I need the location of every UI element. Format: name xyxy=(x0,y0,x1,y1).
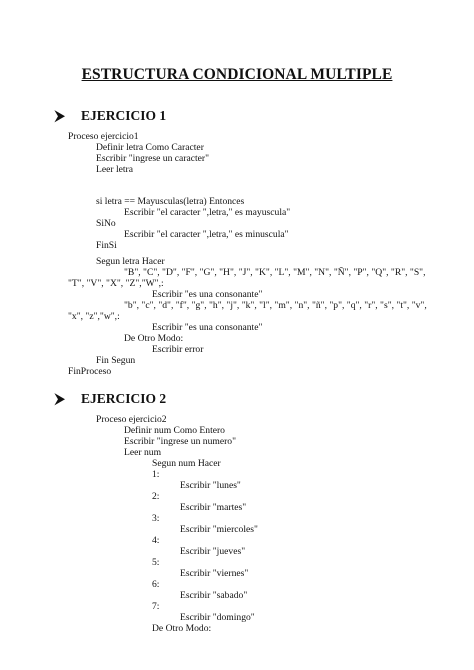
code-line: "B", "C", "D", "F", "G", "H", "J", "K", "L", "M", "N", "Ñ", "P", "Q", "R", "S", xyxy=(124,267,426,278)
code-line: 5: xyxy=(152,557,160,568)
code-line: Escribir error xyxy=(152,344,204,355)
code-line: Definir num Como Entero xyxy=(124,425,225,436)
code-line: Escribir "viernes" xyxy=(180,568,249,579)
code-line: Escribir "el caracter ",letra," es minuscula" xyxy=(124,229,289,240)
arrowhead-bullet-icon: ⮞ xyxy=(55,391,65,406)
code-line: 3: xyxy=(152,513,160,524)
code-line: Escribir "sabado" xyxy=(180,590,248,601)
code-line: 4: xyxy=(152,535,160,546)
code-line: De Otro Modo: xyxy=(124,333,184,344)
code-line: 2: xyxy=(152,491,160,502)
code-line: Proceso ejercicio1 xyxy=(68,131,139,142)
code-line: "b", "c", "d", "f", "g", "h", "j", "k", "l", "m", "n", "ñ", "p", "q", "r", "s", "t", "v", xyxy=(124,300,427,311)
code-line: Escribir "es una consonante" xyxy=(152,322,263,333)
code-line: SiNo xyxy=(96,218,116,229)
code-line: Leer num xyxy=(124,447,162,458)
arrowhead-bullet-icon: ⮞ xyxy=(55,108,65,123)
code-line: FinSi xyxy=(96,240,117,251)
code-line: FinProceso xyxy=(68,366,112,377)
code-line: Escribir "jueves" xyxy=(180,546,246,557)
code-line: Escribir "domingo" xyxy=(180,612,255,623)
code-line: si letra == Mayusculas(letra) Entonces xyxy=(96,196,245,207)
document-title: ESTRUCTURA CONDICIONAL MULTIPLE xyxy=(81,66,393,83)
code-line: Definir letra Como Caracter xyxy=(96,142,204,153)
code-line: De Otro Modo: xyxy=(152,623,212,634)
section-title: EJERCICIO 1 xyxy=(81,108,167,123)
code-line: Leer letra xyxy=(96,164,134,175)
section-heading-ejercicio-2 xyxy=(55,391,166,407)
code-line: Fin Segun xyxy=(96,355,136,366)
code-line: 1: xyxy=(152,469,160,480)
section-heading-ejercicio-1 xyxy=(55,108,166,124)
code-line: Escribir "ingrese un numero" xyxy=(124,436,237,447)
code-line: Escribir "es una consonante" xyxy=(152,289,263,300)
code-line: Escribir "martes" xyxy=(180,502,247,513)
code-line: Segun letra Hacer xyxy=(96,256,165,267)
code-line: "x", "z","w",: xyxy=(68,311,120,322)
code-line: Proceso ejercicio2 xyxy=(96,414,167,425)
code-line: 7: xyxy=(152,601,160,612)
code-line: Escribir "ingrese un caracter" xyxy=(96,153,210,164)
code-line: Escribir "miercoles" xyxy=(180,524,258,535)
code-line: Segun num Hacer xyxy=(152,458,221,469)
code-line: Escribir "el caracter ",letra," es mayuscula" xyxy=(124,207,291,218)
section-title: EJERCICIO 2 xyxy=(81,391,167,406)
code-line: "T", "V", "X", "Z","W",: xyxy=(68,278,164,289)
code-line: Escribir "lunes" xyxy=(180,480,241,491)
code-line: 6: xyxy=(152,579,160,590)
